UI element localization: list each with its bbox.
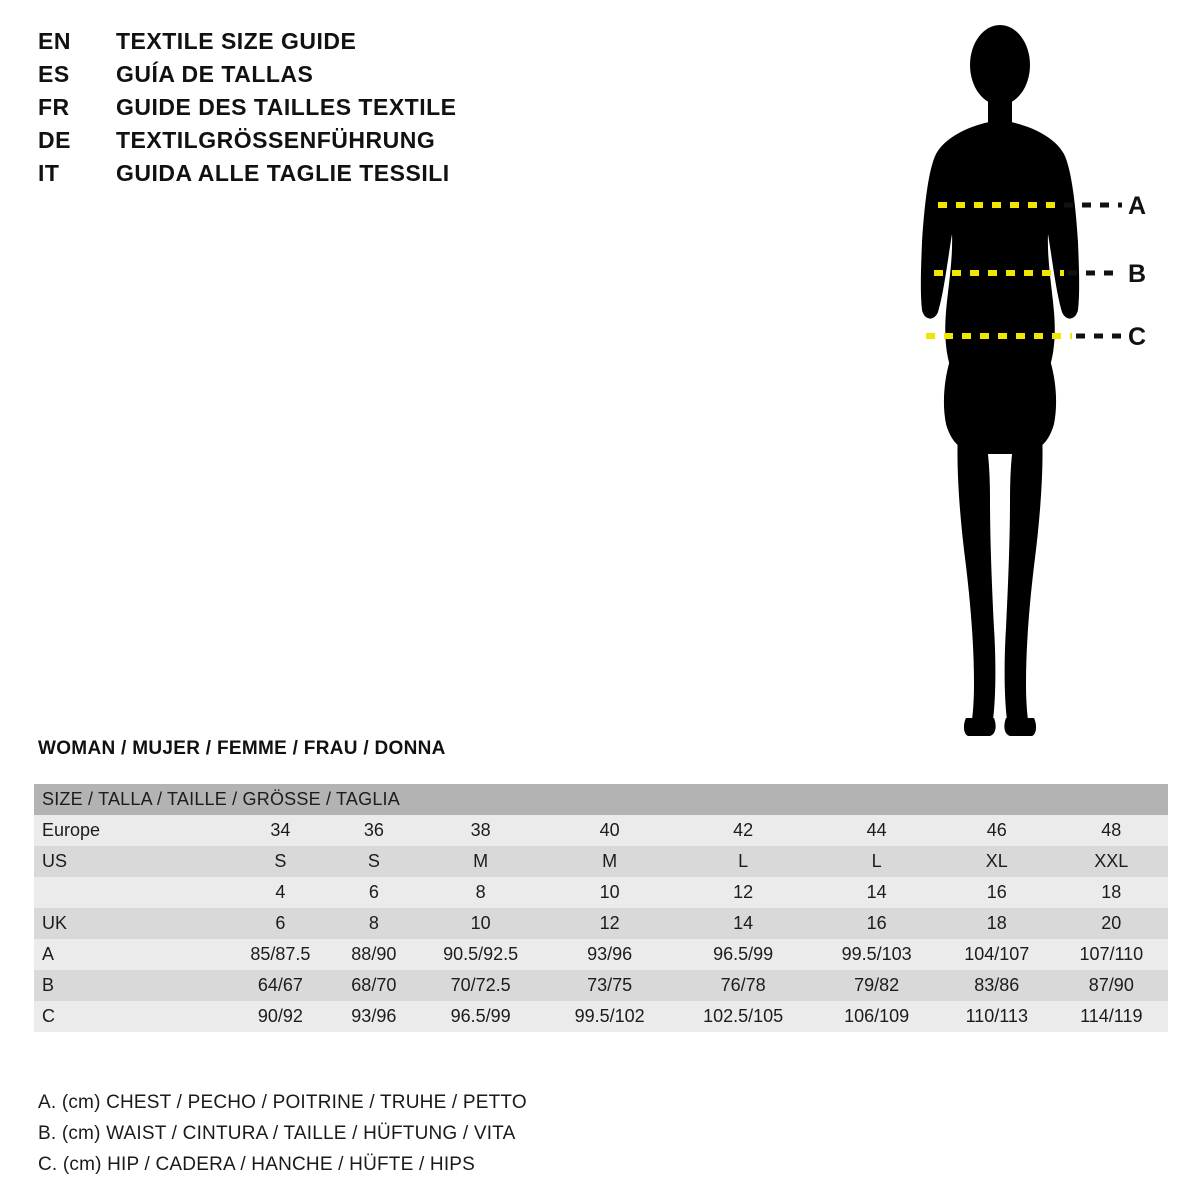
cell: 79/82	[854, 975, 900, 995]
row-label-c: C	[42, 1006, 55, 1026]
cell: 99.5/103	[841, 944, 912, 964]
cell: 38	[470, 820, 491, 840]
cell: 73/75	[587, 975, 633, 995]
cell: 42	[733, 820, 754, 840]
title-row	[38, 94, 738, 127]
cell: M	[473, 851, 489, 871]
title-block	[38, 28, 738, 193]
title-lang-it: IT	[38, 160, 60, 186]
marker-label-a: A	[1128, 192, 1147, 220]
title-row	[38, 160, 738, 193]
cell: 48	[1101, 820, 1122, 840]
table-row	[34, 908, 1168, 939]
table-row	[34, 877, 1168, 908]
cell: 6	[275, 913, 286, 933]
cell: 40	[599, 820, 620, 840]
row-label-us: US	[42, 851, 68, 871]
title-text-it: GUIDA ALLE TAGLIE TESSILI	[116, 160, 450, 186]
cell: 64/67	[257, 975, 303, 995]
cell: 110/113	[965, 1006, 1028, 1026]
cell: 10	[470, 913, 491, 933]
section-label-woman: WOMAN / MUJER / FEMME / FRAU / DONNA	[38, 738, 446, 759]
cell: 104/107	[964, 944, 1030, 964]
cell: 20	[1101, 913, 1122, 933]
cell: L	[871, 851, 882, 871]
cell: 4	[275, 882, 286, 902]
measurement-figure	[860, 20, 1190, 750]
cell: 87/90	[1088, 975, 1134, 995]
cell: 18	[1101, 882, 1122, 902]
title-lang-en: EN	[38, 28, 71, 54]
row-label-uk: UK	[42, 913, 68, 933]
row-label-us-numeric	[34, 877, 227, 908]
cell: 102.5/105	[703, 1006, 784, 1026]
table-row	[34, 1001, 1168, 1032]
table-header-label: SIZE / TALLA / TAILLE / GRÖSSE / TAGLIA	[42, 789, 400, 809]
cell: XL	[985, 851, 1008, 871]
cell: XXL	[1094, 851, 1129, 871]
cell: 88/90	[351, 944, 397, 964]
cell: 16	[986, 882, 1007, 902]
cell: 70/72.5	[450, 975, 511, 995]
footnotes	[38, 1092, 738, 1185]
cell: 83/86	[974, 975, 1020, 995]
cell: S	[367, 851, 380, 871]
table-row	[34, 846, 1168, 877]
cell: 36	[363, 820, 384, 840]
row-label-europe: Europe	[42, 820, 101, 840]
cell: 96.5/99	[450, 1006, 511, 1026]
cell: L	[738, 851, 749, 871]
cell: 107/110	[1079, 944, 1144, 964]
cell: 46	[986, 820, 1007, 840]
cell: 12	[733, 882, 754, 902]
cell: M	[602, 851, 618, 871]
cell: 14	[866, 882, 887, 902]
table-row	[34, 939, 1168, 970]
cell: 18	[986, 913, 1007, 933]
title-text-fr: GUIDE DES TAILLES TEXTILE	[116, 94, 457, 120]
title-row	[38, 28, 738, 61]
title-text-es: GUÍA DE TALLAS	[116, 61, 314, 87]
cell: 96.5/99	[713, 944, 774, 964]
cell: 106/109	[844, 1006, 910, 1026]
cell: S	[274, 851, 287, 871]
cell: 93/96	[351, 1006, 397, 1026]
title-lang-es: ES	[38, 61, 70, 87]
cell: 34	[270, 820, 291, 840]
marker-label-b: B	[1128, 260, 1147, 288]
cell: 44	[866, 820, 887, 840]
cell: 10	[599, 882, 620, 902]
cell: 16	[866, 913, 887, 933]
female-silhouette-icon	[860, 20, 1190, 750]
title-lang-fr: FR	[38, 94, 70, 120]
title-text-de: TEXTILGRÖSSENFÜHRUNG	[116, 127, 436, 153]
cell: 93/96	[587, 944, 633, 964]
footnote-waist: B. (cm) WAIST / CINTURA / TAILLE / HÜFTUNG / VITA	[38, 1123, 516, 1144]
table-row	[34, 815, 1168, 846]
table-header-row	[34, 784, 1168, 815]
cell: 76/78	[720, 975, 766, 995]
cell: 85/87.5	[250, 944, 311, 964]
cell: 14	[733, 913, 754, 933]
title-row	[38, 127, 738, 160]
marker-label-c: C	[1128, 323, 1147, 351]
row-label-a: A	[42, 944, 55, 964]
cell: 90/92	[257, 1006, 303, 1026]
cell: 114/119	[1080, 1006, 1143, 1026]
footnote-chest: A. (cm) CHEST / PECHO / POITRINE / TRUHE / PETTO	[38, 1092, 527, 1113]
cell: 90.5/92.5	[443, 944, 519, 964]
title-lang-de: DE	[38, 127, 71, 153]
cell: 8	[475, 882, 486, 902]
title-text-en: TEXTILE SIZE GUIDE	[116, 28, 357, 54]
cell: 68/70	[351, 975, 397, 995]
table-row	[34, 970, 1168, 1001]
cell: 99.5/102	[574, 1006, 645, 1026]
footnote-hip: C. (cm) HIP / CADERA / HANCHE / HÜFTE / HIPS	[38, 1154, 476, 1175]
row-label-b: B	[42, 975, 55, 995]
title-row	[38, 61, 738, 94]
cell: 6	[368, 882, 379, 902]
cell: 8	[368, 913, 379, 933]
size-table	[34, 784, 1168, 1032]
cell: 12	[599, 913, 620, 933]
